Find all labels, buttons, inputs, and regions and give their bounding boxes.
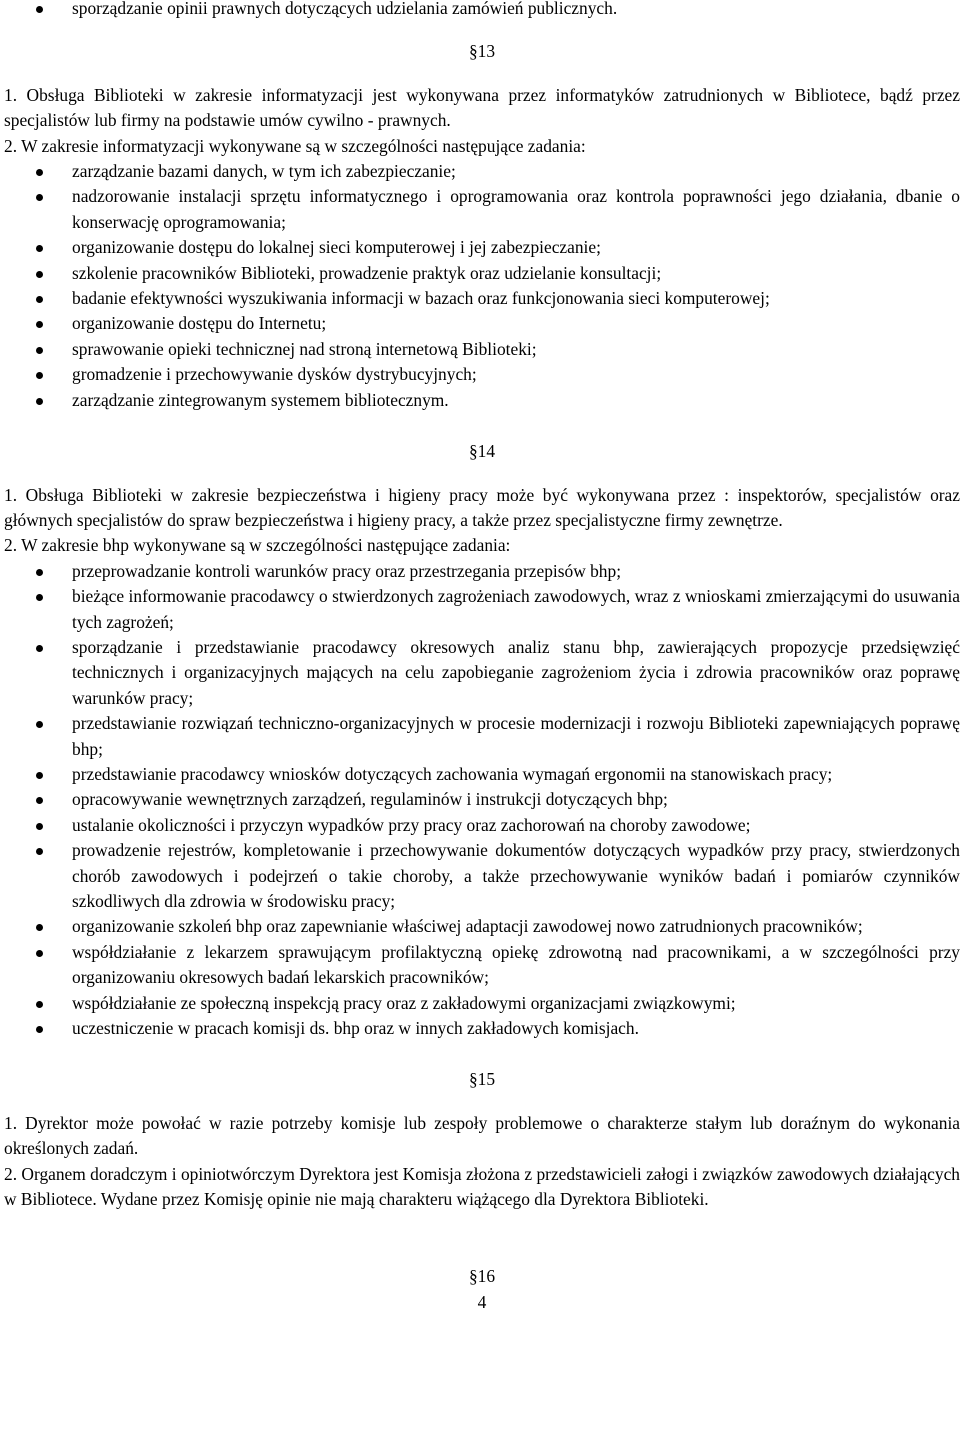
paragraph-13-2: 2. W zakresie informatyzacji wykonywane są w szczególności następujące zadania:: [4, 135, 586, 156]
section-heading-16: §16: [468, 1266, 496, 1287]
list-item: sprawowanie opieki technicznej nad stroną internetową Biblioteki;: [4, 337, 960, 362]
paragraph-13-1: 1. Obsługa Biblioteki w zakresie informatyzacji jest wykonywana przez informatyków zatrudnionych w Bibliotece, bądź przez specjalistów lub firmy na podstawie umów cywilno - prawnych.: [4, 84, 960, 131]
list-item: przeprowadzanie kontroli warunków pracy oraz przestrzegania przepisów bhp;: [4, 559, 960, 584]
list-item: gromadzenie i przechowywanie dysków dystrybucyjnych;: [4, 362, 960, 387]
list-item: badanie efektywności wyszukiwania informacji w bazach oraz funkcjonowania sieci komputerowej;: [4, 286, 960, 311]
list-item: bieżące informowanie pracodawcy o stwierdzonych zagrożeniach zawodowych, wraz z wnioskami zmierzającymi do usuwania tych zagrożeń;: [4, 584, 960, 635]
list-item: ustalanie okoliczności i przyczyn wypadków przy pracy oraz zachorowań na choroby zawodowe;: [4, 813, 960, 838]
list-item: uczestniczenie w pracach komisji ds. bhp oraz w innych zakładowych komisjach.: [4, 1016, 960, 1041]
paragraph-14-2: 2. W zakresie bhp wykonywane są w szczególności następujące zadania:: [4, 535, 511, 556]
list-item: przedstawianie rozwiązań techniczno-organizacyjnych w procesie modernizacji i rozwoju Biblioteki zapewniających poprawę bhp;: [4, 711, 960, 762]
carryover-list: [4, 0, 960, 21]
paragraph-14-1: 1. Obsługa Biblioteki w zakresie bezpieczeństwa i higieny pracy może być wykonywana przez : inspektorów, specjalistów oraz głównych specjalistów do spraw bezpieczeństwa i higieny pracy, a także przez specjalistyczne firmy zewnętrze.: [4, 484, 960, 530]
list-item: nadzorowanie instalacji sprzętu informatycznego i oprogramowania oraz kontrola poprawności jego działania, dbanie o konserwację oprogramowania;: [4, 184, 960, 235]
page-number: 4: [477, 1291, 487, 1312]
list-item: zarządzanie bazami danych, w tym ich zabezpieczanie;: [4, 159, 960, 184]
paragraph-15-1: 1. Dyrektor może powołać w razie potrzeby komisje lub zespoły problemowe o charakterze stałym lub doraźnym do wykonania określonych zadań.: [4, 1112, 960, 1159]
list-item: prowadzenie rejestrów, kompletowanie i przechowywanie dokumentów dotyczących wypadków przy pracy, stwierdzonych chorób zawodowych i podejrzeń o takie choroby, a także przechowywanie wyników badań i pomiarów czynników szkodliwych dla zdrowia w środowisku pracy;: [4, 838, 960, 914]
list-item: zarządzanie zintegrowanym systemem bibliotecznym.: [4, 388, 960, 413]
list-item: współdziałanie z lekarzem sprawującym profilaktyczną opiekę zdrowotną nad pracownikami, a w szczególności przy organizowaniu okresowych badań lekarskich pracowników;: [4, 940, 960, 991]
list-item: organizowanie dostępu do Internetu;: [4, 311, 960, 336]
section-heading-13: §13: [468, 41, 496, 62]
list-item: opracowywanie wewnętrznych zarządzeń, regulaminów i instrukcji dotyczących bhp;: [4, 787, 960, 812]
list-item: organizowanie szkoleń bhp oraz zapewnianie właściwej adaptacji zawodowej nowo zatrudnionych pracowników;: [4, 914, 960, 939]
section-heading-15: §15: [468, 1069, 496, 1090]
list-item: organizowanie dostępu do lokalnej sieci komputerowej i jej zabezpieczanie;: [4, 235, 960, 260]
section-heading-14: §14: [468, 441, 496, 462]
list-item: współdziałanie ze społeczną inspekcją pracy oraz z zakładowymi organizacjami związkowymi;: [4, 991, 960, 1016]
list-item: przedstawianie pracodawcy wniosków dotyczących zachowania wymagań ergonomii na stanowiskach pracy;: [4, 762, 960, 787]
list-item: sporządzanie i przedstawianie pracodawcy okresowych analiz stanu bhp, zawierających propozycje przedsięwzięć technicznych i organizacyjnych mających na celu zapobieganie zagrożeniom życia i zdrowia pracowników oraz poprawę warunków pracy;: [4, 635, 960, 711]
list-13: [4, 159, 960, 413]
paragraph-15-2: 2. Organem doradczym i opiniotwórczym Dyrektora jest Komisja złożona z przedstawicieli załogi i związków zawodowych działających w Bibliotece. Wydane przez Komisję opinie nie mają charakteru wiążącego dla Dyrektora Biblioteki.: [4, 1163, 960, 1210]
list-item: sporządzanie opinii prawnych dotyczących udzielania zamówień publicznych.: [4, 0, 960, 21]
list-14: [4, 559, 960, 1042]
list-item: szkolenie pracowników Biblioteki, prowadzenie praktyk oraz udzielanie konsultacji;: [4, 261, 960, 286]
